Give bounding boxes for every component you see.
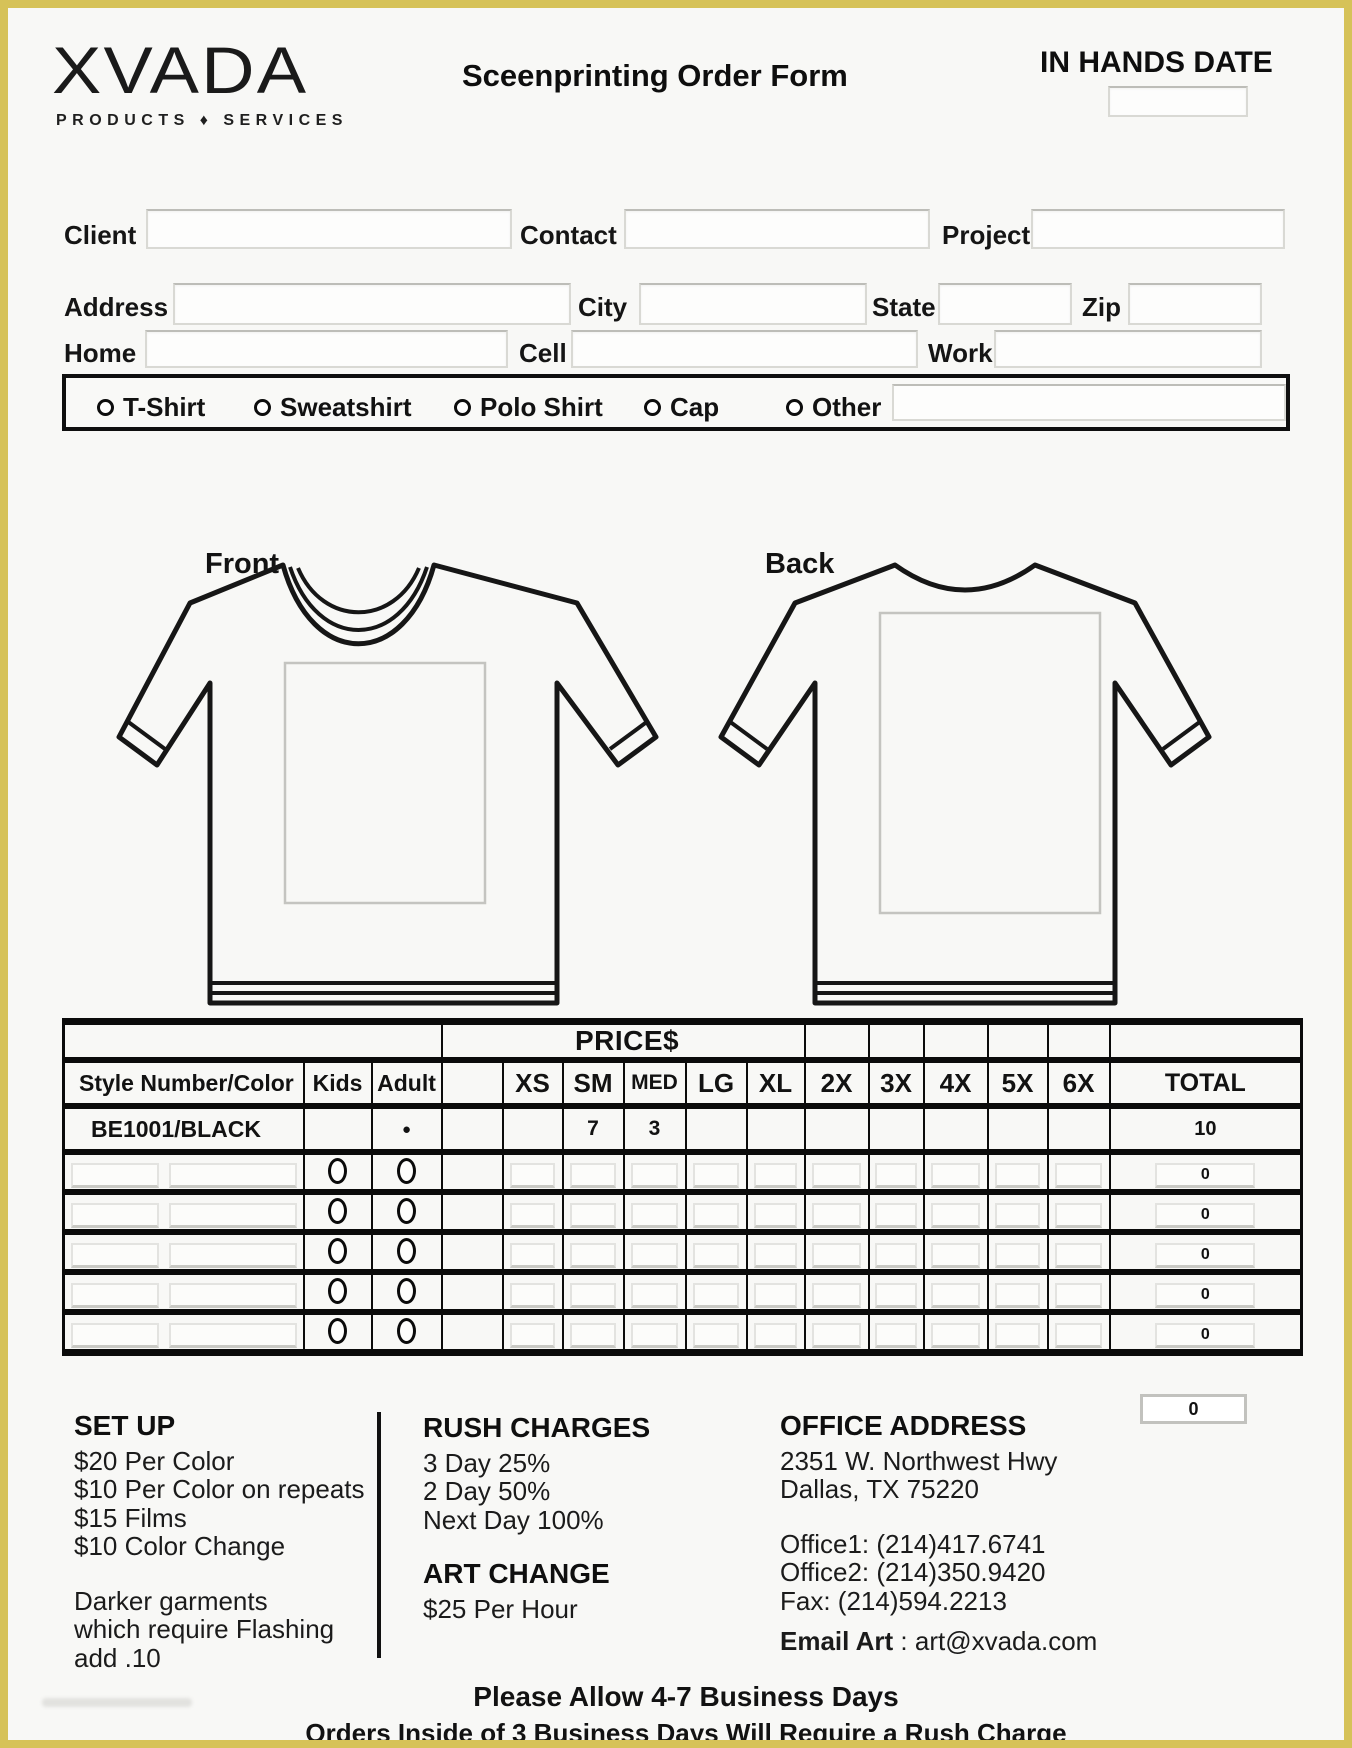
row-total-cell <box>1110 1192 1302 1232</box>
client-label: Client <box>64 220 137 250</box>
setup-section <box>74 1412 374 1672</box>
qty-input[interactable] <box>693 1203 739 1228</box>
qty-input[interactable] <box>510 1323 555 1348</box>
garment-option-cap[interactable] <box>644 392 719 423</box>
other-label: Other <box>812 392 882 422</box>
qty-2x-cell[interactable] <box>805 1152 869 1192</box>
qty-input[interactable] <box>693 1323 739 1348</box>
other-garment-input[interactable] <box>892 384 1286 421</box>
rush-charges-section <box>423 1414 723 1623</box>
qty-input[interactable] <box>754 1163 798 1188</box>
qty-xs-cell[interactable] <box>503 1192 563 1232</box>
table-row-empty <box>64 1312 1302 1353</box>
qty-input[interactable] <box>875 1163 916 1188</box>
qty-input[interactable] <box>631 1243 678 1268</box>
qty-input[interactable] <box>754 1323 798 1348</box>
qty-input[interactable] <box>631 1323 678 1348</box>
adult-radio[interactable] <box>397 1158 416 1184</box>
art-change-line: $25 Per Hour <box>423 1593 578 1624</box>
style-number-input[interactable] <box>71 1203 159 1228</box>
sweatshirt-radio[interactable] <box>254 399 271 416</box>
row-total-cell <box>1110 1312 1302 1353</box>
qty-5x-cell[interactable] <box>988 1272 1048 1312</box>
notice-line-1: Please Allow 4-7 Business Days <box>473 1681 899 1712</box>
front-shirt-diagram <box>115 555 660 1010</box>
qty-input[interactable] <box>812 1243 860 1268</box>
column-header-row <box>64 1060 1302 1106</box>
qty-xs[interactable] <box>503 1106 563 1152</box>
garment-option-tshirt[interactable] <box>97 392 205 423</box>
qty-med-cell[interactable] <box>624 1272 686 1312</box>
blank-cell <box>442 1152 503 1192</box>
back-print-area[interactable] <box>880 613 1100 913</box>
adult-radio[interactable] <box>397 1238 416 1264</box>
qty-sm-cell[interactable] <box>563 1272 624 1312</box>
qty-xs-cell[interactable] <box>503 1272 563 1312</box>
polo-shirt-radio[interactable] <box>454 399 471 416</box>
company-logo-tagline: PRODUCTS ♦ SERVICES <box>56 112 348 129</box>
col-3x: 3X <box>869 1060 924 1106</box>
blank-cell <box>442 1312 503 1353</box>
qty-input[interactable] <box>510 1283 555 1308</box>
qty-input[interactable] <box>931 1323 979 1348</box>
qty-lg-cell[interactable] <box>686 1232 747 1272</box>
style-color-input[interactable] <box>169 1323 297 1348</box>
office-address-title: OFFICE ADDRESS <box>780 1410 1027 1441</box>
qty-6x-cell[interactable] <box>1048 1152 1110 1192</box>
client-input[interactable] <box>146 209 512 249</box>
col-total: TOTAL <box>1110 1060 1302 1106</box>
zip-input[interactable] <box>1128 283 1262 325</box>
qty-sm-cell[interactable] <box>563 1312 624 1353</box>
qty-input[interactable] <box>570 1243 616 1268</box>
prices-header-row <box>64 1022 1302 1061</box>
adult-cell[interactable] <box>372 1312 442 1353</box>
adult-cell[interactable] <box>372 1152 442 1192</box>
style-color-input[interactable] <box>169 1203 297 1228</box>
price-table <box>62 1018 1303 1356</box>
garment-option-polo[interactable] <box>454 392 603 423</box>
qty-input[interactable] <box>1055 1283 1102 1308</box>
qty-sm-cell[interactable] <box>563 1152 624 1192</box>
garment-type-box <box>62 374 1290 431</box>
email-art-address: : art@xvada.com <box>893 1626 1098 1656</box>
qty-3x[interactable] <box>869 1106 924 1152</box>
table-row-empty <box>64 1232 1302 1272</box>
qty-5x-cell[interactable] <box>988 1312 1048 1353</box>
qty-input[interactable] <box>754 1243 798 1268</box>
col-4x: 4X <box>924 1060 988 1106</box>
qty-6x[interactable] <box>1048 1106 1110 1152</box>
col-lg: LG <box>686 1060 747 1106</box>
row-total-box: 0 <box>1155 1243 1255 1268</box>
adult-cell[interactable] <box>372 1272 442 1312</box>
qty-2x-cell[interactable] <box>805 1192 869 1232</box>
qty-5x-cell[interactable] <box>988 1232 1048 1272</box>
table-row-filled <box>64 1106 1302 1152</box>
qty-xs-cell[interactable] <box>503 1232 563 1272</box>
table-row-empty <box>64 1192 1302 1232</box>
style-cell[interactable] <box>64 1152 304 1192</box>
qty-5x-cell[interactable] <box>988 1152 1048 1192</box>
qty-med-cell[interactable] <box>624 1192 686 1232</box>
qty-xs-cell[interactable] <box>503 1152 563 1192</box>
footer-divider <box>377 1412 381 1658</box>
kids-cell[interactable] <box>304 1152 372 1192</box>
prices-cell-6x <box>1048 1022 1110 1061</box>
style-cell[interactable] <box>64 1192 304 1232</box>
qty-input[interactable] <box>995 1283 1040 1308</box>
prices-cell-4x <box>924 1022 988 1061</box>
watermark <box>42 1698 192 1707</box>
qty-input[interactable] <box>570 1203 616 1228</box>
qty-lg-cell[interactable] <box>686 1192 747 1232</box>
work-input[interactable] <box>994 330 1262 368</box>
style-number-input[interactable] <box>71 1243 159 1268</box>
prices-cell-total <box>1110 1022 1302 1061</box>
qty-input[interactable] <box>631 1283 678 1308</box>
qty-sm-cell[interactable] <box>563 1232 624 1272</box>
col-xs: XS <box>503 1060 563 1106</box>
col-sm: SM <box>563 1060 624 1106</box>
qty-3x-cell[interactable] <box>869 1272 924 1312</box>
qty-input[interactable] <box>754 1283 798 1308</box>
style-cell[interactable] <box>64 1272 304 1312</box>
kids-cell[interactable] <box>304 1272 372 1312</box>
row-total-box: 0 <box>1155 1203 1255 1228</box>
company-logo: XVADA <box>52 33 309 107</box>
qty-input[interactable] <box>510 1243 555 1268</box>
rush-line: 3 Day 25% <box>423 1447 551 1478</box>
qty-input[interactable] <box>995 1203 1040 1228</box>
tshirt-label: T-Shirt <box>123 392 206 422</box>
kids-radio[interactable] <box>328 1238 347 1264</box>
qty-input[interactable] <box>875 1203 916 1228</box>
qty-input[interactable] <box>812 1283 860 1308</box>
blank-cell <box>442 1106 503 1152</box>
garment-option-other[interactable] <box>786 392 881 423</box>
prices-cell-5x <box>988 1022 1048 1061</box>
qty-input[interactable] <box>693 1243 739 1268</box>
art-change-title: ART CHANGE <box>423 1558 610 1589</box>
qty-2x-cell[interactable] <box>805 1312 869 1353</box>
row-total-box: 0 <box>1155 1323 1255 1348</box>
qty-sm[interactable]: 7 <box>563 1106 624 1152</box>
qty-input[interactable] <box>995 1323 1040 1348</box>
qty-4x-cell[interactable] <box>924 1272 988 1312</box>
qty-med-cell[interactable] <box>624 1232 686 1272</box>
qty-3x-cell[interactable] <box>869 1192 924 1232</box>
qty-xl-cell[interactable] <box>747 1272 805 1312</box>
bottom-notice <box>56 1681 1316 1748</box>
qty-med[interactable]: 3 <box>624 1106 686 1152</box>
polo-shirt-label: Polo Shirt <box>480 392 603 422</box>
page-title: Sceenprinting Order Form <box>462 58 848 93</box>
qty-input[interactable] <box>1055 1163 1102 1188</box>
qty-input[interactable] <box>754 1203 798 1228</box>
prices-cell-3x <box>869 1022 924 1061</box>
row-total-box: 0 <box>1155 1163 1255 1188</box>
qty-input[interactable] <box>995 1243 1040 1268</box>
qty-5x[interactable] <box>988 1106 1048 1152</box>
style-cell[interactable] <box>64 1232 304 1272</box>
cap-label: Cap <box>670 392 720 422</box>
qty-input[interactable] <box>812 1163 860 1188</box>
email-art-line <box>780 1627 1160 1656</box>
qty-6x-cell[interactable] <box>1048 1312 1110 1353</box>
garment-option-sweatshirt[interactable] <box>254 392 412 423</box>
contact-input[interactable] <box>624 209 930 249</box>
cell-input[interactable] <box>571 330 918 368</box>
kids-cell[interactable] <box>304 1192 372 1232</box>
qty-input[interactable] <box>931 1203 979 1228</box>
rush-line: Next Day 100% <box>423 1504 604 1535</box>
office-phone-line: Office2: (214)350.9420 <box>780 1557 1046 1587</box>
qty-input[interactable] <box>693 1283 739 1308</box>
cap-radio[interactable] <box>644 399 661 416</box>
office-phone-line: Fax: (214)594.2213 <box>780 1585 1007 1616</box>
qty-med-cell[interactable] <box>624 1312 686 1353</box>
other-radio[interactable] <box>786 399 803 416</box>
qty-input[interactable] <box>631 1163 678 1188</box>
qty-5x-cell[interactable] <box>988 1192 1048 1232</box>
adult-cell[interactable] <box>372 1192 442 1232</box>
qty-med-cell[interactable] <box>624 1152 686 1192</box>
qty-input[interactable] <box>931 1163 979 1188</box>
qty-xl-cell[interactable] <box>747 1232 805 1272</box>
qty-input[interactable] <box>875 1243 916 1268</box>
setup-line: $10 Per Color on repeats <box>74 1474 365 1504</box>
qty-4x-cell[interactable] <box>924 1192 988 1232</box>
col-kids: Kids <box>304 1060 372 1106</box>
qty-2x-cell[interactable] <box>805 1232 869 1272</box>
qty-input[interactable] <box>510 1163 555 1188</box>
col-xl: XL <box>747 1060 805 1106</box>
col-med: MED <box>624 1060 686 1106</box>
adult-cell[interactable] <box>372 1232 442 1272</box>
qty-3x-cell[interactable] <box>869 1152 924 1192</box>
prices-row-blank <box>64 1022 442 1061</box>
address-label: Address <box>64 292 169 322</box>
back-shirt-diagram <box>715 555 1215 1010</box>
qty-lg-cell[interactable] <box>686 1272 747 1312</box>
col-5x: 5X <box>988 1060 1048 1106</box>
qty-6x-cell[interactable] <box>1048 1192 1110 1232</box>
style-number-input[interactable] <box>71 1283 159 1308</box>
adult-radio[interactable] <box>397 1198 416 1224</box>
grand-total-box: 0 <box>1140 1394 1247 1424</box>
email-art-label: Email Art <box>780 1626 894 1656</box>
qty-input[interactable] <box>570 1323 616 1348</box>
sweatshirt-label: Sweatshirt <box>280 392 412 422</box>
col-2x: 2X <box>805 1060 869 1106</box>
state-input[interactable] <box>938 283 1072 325</box>
adult-radio[interactable] <box>397 1318 416 1344</box>
row-total-cell <box>1110 1152 1302 1192</box>
back-diagram-label: Back <box>765 548 835 580</box>
work-label: Work <box>928 338 993 368</box>
row-total-box: 0 <box>1155 1283 1255 1308</box>
contact-label: Contact <box>520 220 617 250</box>
style-color-input[interactable] <box>169 1163 297 1188</box>
qty-3x-cell[interactable] <box>869 1312 924 1353</box>
qty-4x-cell[interactable] <box>924 1152 988 1192</box>
qty-lg-cell[interactable] <box>686 1312 747 1353</box>
adult-radio[interactable] <box>397 1278 416 1304</box>
front-diagram-label: Front <box>205 548 280 580</box>
prices-cell-2x <box>805 1022 869 1061</box>
rush-line: 2 Day 50% <box>423 1476 551 1506</box>
qty-xs-cell[interactable] <box>503 1312 563 1353</box>
cell-label: Cell <box>519 338 567 368</box>
style-number-input[interactable] <box>71 1323 159 1348</box>
style-color-input[interactable] <box>169 1243 297 1268</box>
kids-radio[interactable] <box>328 1278 347 1304</box>
in-hands-date-input[interactable] <box>1108 86 1248 117</box>
qty-lg-cell[interactable] <box>686 1152 747 1192</box>
setup-note-line: add .10 <box>74 1642 161 1673</box>
notice-line-2: Orders Inside of 3 Business Days Will Require a Rush Charge <box>305 1718 1067 1748</box>
qty-input[interactable] <box>875 1323 916 1348</box>
in-hands-date-label: IN HANDS DATE <box>1040 46 1273 79</box>
qty-input[interactable] <box>1055 1323 1102 1348</box>
office-address-line: Dallas, TX 75220 <box>780 1474 979 1504</box>
qty-input[interactable] <box>995 1163 1040 1188</box>
row-total-cell <box>1110 1232 1302 1272</box>
qty-lg[interactable] <box>686 1106 747 1152</box>
prices-section-label: PRICE$ <box>442 1022 805 1061</box>
qty-input[interactable] <box>1055 1203 1102 1228</box>
kids-radio[interactable] <box>328 1318 347 1344</box>
setup-title: SET UP <box>74 1410 176 1441</box>
qty-input[interactable] <box>631 1203 678 1228</box>
kids-radio[interactable] <box>328 1198 347 1224</box>
qty-input[interactable] <box>510 1203 555 1228</box>
qty-sm-cell[interactable] <box>563 1192 624 1232</box>
qty-xl[interactable] <box>747 1106 805 1152</box>
blank-cell <box>442 1272 503 1312</box>
qty-xl-cell[interactable] <box>747 1192 805 1232</box>
project-input[interactable] <box>1031 209 1285 249</box>
kids-value[interactable] <box>304 1106 372 1152</box>
setup-line: $10 Color Change <box>74 1531 286 1561</box>
setup-line: $20 Per Color <box>74 1445 235 1476</box>
rush-charges-title: RUSH CHARGES <box>423 1412 651 1443</box>
price-table-body <box>64 1022 1302 1353</box>
style-number-input[interactable] <box>71 1163 159 1188</box>
qty-4x-cell[interactable] <box>924 1232 988 1272</box>
style-color-input[interactable] <box>169 1283 297 1308</box>
project-label: Project <box>942 220 1031 250</box>
city-label: City <box>578 292 628 322</box>
qty-input[interactable] <box>812 1323 860 1348</box>
blank-cell <box>442 1232 503 1272</box>
col-6x: 6X <box>1048 1060 1110 1106</box>
qty-input[interactable] <box>693 1163 739 1188</box>
home-input[interactable] <box>145 330 508 368</box>
row-total-cell <box>1110 1272 1302 1312</box>
home-label: Home <box>64 338 137 368</box>
qty-6x-cell[interactable] <box>1048 1272 1110 1312</box>
kids-cell[interactable] <box>304 1232 372 1272</box>
qty-input[interactable] <box>875 1283 916 1308</box>
kids-cell[interactable] <box>304 1312 372 1353</box>
style-cell[interactable] <box>64 1312 304 1353</box>
qty-4x[interactable] <box>924 1106 988 1152</box>
setup-line: $15 Films <box>74 1502 187 1533</box>
qty-input[interactable] <box>1055 1243 1102 1268</box>
zip-label: Zip <box>1082 292 1121 322</box>
address-input[interactable] <box>173 283 571 325</box>
front-print-area[interactable] <box>285 663 485 903</box>
tshirt-radio[interactable] <box>97 399 114 416</box>
table-row-empty <box>64 1272 1302 1312</box>
col-blank <box>442 1060 503 1106</box>
qty-input[interactable] <box>570 1163 616 1188</box>
qty-2x[interactable] <box>805 1106 869 1152</box>
qty-input[interactable] <box>570 1283 616 1308</box>
style-value[interactable]: BE1001/BLACK <box>91 1115 261 1142</box>
office-phone-line: Office1: (214)417.6741 <box>780 1528 1046 1559</box>
setup-note-line: which require Flashing <box>74 1614 335 1644</box>
kids-radio[interactable] <box>328 1158 347 1184</box>
qty-input[interactable] <box>931 1283 979 1308</box>
qty-2x-cell[interactable] <box>805 1272 869 1312</box>
office-address-section <box>780 1412 1160 1656</box>
qty-xl-cell[interactable] <box>747 1312 805 1353</box>
qty-input[interactable] <box>812 1203 860 1228</box>
qty-3x-cell[interactable] <box>869 1232 924 1272</box>
qty-xl-cell[interactable] <box>747 1152 805 1192</box>
qty-4x-cell[interactable] <box>924 1312 988 1353</box>
blank-cell <box>442 1192 503 1232</box>
qty-input[interactable] <box>931 1243 979 1268</box>
city-input[interactable] <box>639 283 867 325</box>
adult-selected-dot[interactable]: ● <box>372 1106 442 1152</box>
qty-6x-cell[interactable] <box>1048 1232 1110 1272</box>
state-label: State <box>872 292 936 322</box>
col-adult: Adult <box>372 1060 442 1106</box>
row-total: 10 <box>1110 1106 1302 1152</box>
table-row-empty <box>64 1152 1302 1192</box>
setup-note-line: Darker garments <box>74 1585 268 1616</box>
col-style: Style Number/Color <box>79 1069 294 1096</box>
office-address-line: 2351 W. Northwest Hwy <box>780 1445 1058 1476</box>
